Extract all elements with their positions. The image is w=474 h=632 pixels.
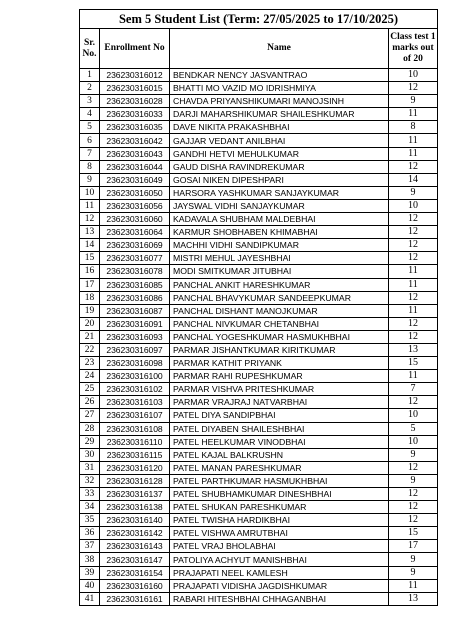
table-row (80, 461, 438, 474)
enrollment-no-cell: 236230316012 (100, 69, 170, 82)
student-name-cell: HARSORA YASHKUMAR SANJAYKUMAR (170, 186, 389, 199)
student-name-cell: PARMAR KATHIT PRIYANK (170, 357, 389, 370)
marks-cell: 14 (388, 173, 437, 186)
enrollment-no-cell: 236230316069 (100, 239, 170, 252)
marks-cell: 11 (388, 304, 437, 317)
student-name-cell: GAUD DISHA RAVINDREKUMAR (170, 160, 389, 173)
marks-cell: 8 (388, 121, 437, 134)
table-row (80, 501, 438, 514)
enrollment-no-cell: 236230316128 (100, 474, 170, 487)
table-row (80, 422, 438, 435)
table-row (80, 343, 438, 356)
enrollment-no-cell: 236230316060 (100, 213, 170, 226)
table-row (80, 488, 438, 501)
table-row (80, 383, 438, 396)
table-row (80, 317, 438, 330)
sr-no-cell: 16 (80, 265, 100, 278)
enrollment-no-cell: 236230316078 (100, 265, 170, 278)
table-row (80, 226, 438, 239)
student-name-cell: PRAJAPATI NEEL KAMLESH (170, 566, 389, 579)
marks-cell: 5 (388, 422, 437, 435)
sr-no-cell: 22 (80, 343, 100, 356)
table-row (80, 370, 438, 383)
sr-no-cell: 33 (80, 488, 100, 501)
table-row (80, 566, 438, 579)
marks-cell: 12 (388, 226, 437, 239)
sr-no-cell: 10 (80, 186, 100, 199)
student-name-cell: PATEL DIYABEN SHAILESHBHAI (170, 422, 389, 435)
table-row (80, 186, 438, 199)
marks-cell: 12 (388, 239, 437, 252)
marks-cell: 9 (388, 95, 437, 108)
header-class-test-marks: Class test 1 marks out of 20 (388, 29, 437, 69)
table-row (80, 304, 438, 317)
sr-no-cell: 38 (80, 553, 100, 566)
enrollment-no-cell: 236230316093 (100, 330, 170, 343)
table-row (80, 95, 438, 108)
student-name-cell: PATEL SHUKAN PARESHKUMAR (170, 501, 389, 514)
enrollment-no-cell: 236230316100 (100, 370, 170, 383)
student-name-cell: PARMAR JISHANTKUMAR KIRITKUMAR (170, 343, 389, 356)
student-name-cell: PATOLIYA ACHYUT MANISHBHAI (170, 553, 389, 566)
marks-cell: 12 (388, 82, 437, 95)
marks-cell: 11 (388, 278, 437, 291)
enrollment-no-cell: 236230316028 (100, 95, 170, 108)
sr-no-cell: 25 (80, 383, 100, 396)
student-name-cell: GOSAI NIKEN DIPESHPARI (170, 173, 389, 186)
student-name-cell: PARMAR VISHVA PRITESHKUMAR (170, 383, 389, 396)
student-name-cell: PATEL PARTHKUMAR HASMUKHBHAI (170, 474, 389, 487)
marks-cell: 11 (388, 579, 437, 592)
student-name-cell: PATEL MANAN PARESHKUMAR (170, 461, 389, 474)
marks-cell: 15 (388, 527, 437, 540)
sr-no-cell: 39 (80, 566, 100, 579)
student-name-cell: MODI SMITKUMAR JITUBHAI (170, 265, 389, 278)
table-row (80, 409, 438, 422)
sr-no-cell: 11 (80, 199, 100, 212)
sr-no-cell: 4 (80, 108, 100, 121)
sr-no-cell: 18 (80, 291, 100, 304)
student-name-cell: PANCHAL BHAVYKUMAR SANDEEPKUMAR (170, 291, 389, 304)
sr-no-cell: 28 (80, 422, 100, 435)
student-name-cell: PATEL TWISHA HARDIKBHAI (170, 514, 389, 527)
table-row (80, 448, 438, 461)
sr-no-cell: 23 (80, 357, 100, 370)
table-row (80, 540, 438, 553)
enrollment-no-cell: 236230316120 (100, 461, 170, 474)
sr-no-cell: 5 (80, 121, 100, 134)
enrollment-no-cell: 236230316044 (100, 160, 170, 173)
student-name-cell: PATEL SHUBHAMKUMAR DINESHBHAI (170, 488, 389, 501)
marks-cell: 12 (388, 213, 437, 226)
sr-no-cell: 17 (80, 278, 100, 291)
sr-no-cell: 36 (80, 527, 100, 540)
enrollment-no-cell: 236230316049 (100, 173, 170, 186)
table-row (80, 252, 438, 265)
marks-cell: 9 (388, 448, 437, 461)
enrollment-no-cell: 236230316103 (100, 396, 170, 409)
table-row (80, 435, 438, 448)
student-name-cell: PATEL VISHWA AMRUTBHAI (170, 527, 389, 540)
student-list-document (79, 9, 438, 606)
header-name: Name (170, 29, 389, 69)
enrollment-no-cell: 236230316138 (100, 501, 170, 514)
enrollment-no-cell: 236230316050 (100, 186, 170, 199)
table-row (80, 199, 438, 212)
sr-no-cell: 13 (80, 226, 100, 239)
marks-cell: 10 (388, 435, 437, 448)
sr-no-cell: 6 (80, 134, 100, 147)
marks-cell: 12 (388, 488, 437, 501)
sr-no-cell: 30 (80, 448, 100, 461)
enrollment-no-cell: 236230316142 (100, 527, 170, 540)
sr-no-cell: 27 (80, 409, 100, 422)
table-header-row (80, 29, 438, 69)
sr-no-cell: 35 (80, 514, 100, 527)
table-row (80, 69, 438, 82)
marks-cell: 9 (388, 553, 437, 566)
marks-cell: 12 (388, 501, 437, 514)
enrollment-no-cell: 236230316033 (100, 108, 170, 121)
enrollment-no-cell: 236230316086 (100, 291, 170, 304)
enrollment-no-cell: 236230316137 (100, 488, 170, 501)
table-row (80, 474, 438, 487)
marks-cell: 15 (388, 357, 437, 370)
enrollment-no-cell: 236230316147 (100, 553, 170, 566)
enrollment-no-cell: 236230316140 (100, 514, 170, 527)
sr-no-cell: 32 (80, 474, 100, 487)
enrollment-no-cell: 236230316097 (100, 343, 170, 356)
sr-no-cell: 12 (80, 213, 100, 226)
student-name-cell: KARMUR SHOBHABEN KHIMABHAI (170, 226, 389, 239)
enrollment-no-cell: 236230316077 (100, 252, 170, 265)
sr-no-cell: 24 (80, 370, 100, 383)
sr-no-cell: 14 (80, 239, 100, 252)
header-sr-no: Sr. No. (80, 29, 100, 69)
sr-no-cell: 8 (80, 160, 100, 173)
sr-no-cell: 15 (80, 252, 100, 265)
student-name-cell: PANCHAL YOGESHKUMAR HASMUKHBHAI (170, 330, 389, 343)
marks-cell: 7 (388, 383, 437, 396)
student-name-cell: BENDKAR NENCY JASVANTRAO (170, 69, 389, 82)
enrollment-no-cell: 236230316161 (100, 592, 170, 605)
enrollment-no-cell: 236230316085 (100, 278, 170, 291)
student-name-cell: PANCHAL ANKIT HARESHKUMAR (170, 278, 389, 291)
student-name-cell: GANDHI HETVI MEHULKUMAR (170, 147, 389, 160)
sr-no-cell: 7 (80, 147, 100, 160)
table-row (80, 160, 438, 173)
marks-cell: 12 (388, 291, 437, 304)
table-row (80, 553, 438, 566)
enrollment-no-cell: 236230316087 (100, 304, 170, 317)
enrollment-no-cell: 236230316015 (100, 82, 170, 95)
enrollment-no-cell: 236230316110 (100, 435, 170, 448)
student-name-cell: GAJJAR VEDANT ANILBHAI (170, 134, 389, 147)
table-row (80, 213, 438, 226)
sr-no-cell: 21 (80, 330, 100, 343)
table-row (80, 82, 438, 95)
student-name-cell: PATEL HEELKUMAR VINODBHAI (170, 435, 389, 448)
table-row (80, 330, 438, 343)
table-row (80, 147, 438, 160)
marks-cell: 12 (388, 461, 437, 474)
student-name-cell: PRAJAPATI VIDISHA JAGDISHKUMAR (170, 579, 389, 592)
marks-cell: 9 (388, 186, 437, 199)
table-row (80, 265, 438, 278)
table-row (80, 239, 438, 252)
student-name-cell: PATEL DIYA SANDIPBHAI (170, 409, 389, 422)
sr-no-cell: 19 (80, 304, 100, 317)
sr-no-cell: 41 (80, 592, 100, 605)
marks-cell: 17 (388, 540, 437, 553)
table-row (80, 173, 438, 186)
marks-cell: 12 (388, 514, 437, 527)
marks-cell: 9 (388, 474, 437, 487)
table-row (80, 278, 438, 291)
table-row (80, 592, 438, 605)
marks-cell: 11 (388, 108, 437, 121)
table-row (80, 134, 438, 147)
sr-no-cell: 9 (80, 173, 100, 186)
enrollment-no-cell: 236230316098 (100, 357, 170, 370)
table-row (80, 121, 438, 134)
sr-no-cell: 20 (80, 317, 100, 330)
marks-cell: 12 (388, 396, 437, 409)
marks-cell: 10 (388, 69, 437, 82)
enrollment-no-cell: 236230316154 (100, 566, 170, 579)
table-row (80, 396, 438, 409)
student-name-cell: JAYSWAL VIDHI SANJAYKUMAR (170, 199, 389, 212)
sr-no-cell: 26 (80, 396, 100, 409)
student-name-cell: MISTRI MEHUL JAYESHBHAI (170, 252, 389, 265)
student-name-cell: DAVE NIKITA PRAKASHBHAI (170, 121, 389, 134)
enrollment-no-cell: 236230316108 (100, 422, 170, 435)
sr-no-cell: 1 (80, 69, 100, 82)
enrollment-no-cell: 236230316064 (100, 226, 170, 239)
student-name-cell: BHATTI MO VAZID MO IDRISHMIYA (170, 82, 389, 95)
marks-cell: 9 (388, 566, 437, 579)
sr-no-cell: 37 (80, 540, 100, 553)
marks-cell: 11 (388, 147, 437, 160)
marks-cell: 12 (388, 252, 437, 265)
student-name-cell: PATEL VRAJ BHOLABHAI (170, 540, 389, 553)
table-row (80, 527, 438, 540)
student-name-cell: DARJI MAHARSHIKUMAR SHAILESHKUMAR (170, 108, 389, 121)
marks-cell: 11 (388, 265, 437, 278)
student-name-cell: PATEL KAJAL BALKRUSHN (170, 448, 389, 461)
student-name-cell: KADAVALA SHUBHAM MALDEBHAI (170, 213, 389, 226)
enrollment-no-cell: 236230316102 (100, 383, 170, 396)
enrollment-no-cell: 236230316043 (100, 147, 170, 160)
enrollment-no-cell: 236230316035 (100, 121, 170, 134)
table-row (80, 108, 438, 121)
student-table (79, 9, 438, 606)
student-name-cell: PANCHAL DISHANT MANOJKUMAR (170, 304, 389, 317)
table-body (80, 69, 438, 606)
student-name-cell: PANCHAL NIVKUMAR CHETANBHAI (170, 317, 389, 330)
document-title: Sem 5 Student List (Term: 27/05/2025 to 17/10/2025) (80, 10, 438, 29)
sr-no-cell: 29 (80, 435, 100, 448)
table-row (80, 291, 438, 304)
student-name-cell: PARMAR VRAJRAJ NATVARBHAI (170, 396, 389, 409)
enrollment-no-cell: 236230316042 (100, 134, 170, 147)
sr-no-cell: 2 (80, 82, 100, 95)
student-name-cell: PARMAR RAHI RUPESHKUMAR (170, 370, 389, 383)
marks-cell: 10 (388, 199, 437, 212)
sr-no-cell: 3 (80, 95, 100, 108)
header-enrollment-no: Enrollment No (100, 29, 170, 69)
table-row (80, 357, 438, 370)
marks-cell: 13 (388, 343, 437, 356)
enrollment-no-cell: 236230316115 (100, 448, 170, 461)
table-row (80, 514, 438, 527)
table-row (80, 579, 438, 592)
enrollment-no-cell: 236230316107 (100, 409, 170, 422)
student-name-cell: RABARI HITESHBHAI CHHAGANBHAI (170, 592, 389, 605)
student-name-cell: MACHHI VIDHI SANDIPKUMAR (170, 239, 389, 252)
sr-no-cell: 31 (80, 461, 100, 474)
sr-no-cell: 40 (80, 579, 100, 592)
sr-no-cell: 34 (80, 501, 100, 514)
marks-cell: 10 (388, 409, 437, 422)
enrollment-no-cell: 236230316056 (100, 199, 170, 212)
marks-cell: 12 (388, 317, 437, 330)
marks-cell: 11 (388, 370, 437, 383)
enrollment-no-cell: 236230316091 (100, 317, 170, 330)
marks-cell: 11 (388, 134, 437, 147)
enrollment-no-cell: 236230316160 (100, 579, 170, 592)
student-name-cell: CHAVDA PRIYANSHIKUMARI MANOJSINH (170, 95, 389, 108)
marks-cell: 13 (388, 592, 437, 605)
marks-cell: 12 (388, 160, 437, 173)
marks-cell: 12 (388, 330, 437, 343)
enrollment-no-cell: 236230316143 (100, 540, 170, 553)
